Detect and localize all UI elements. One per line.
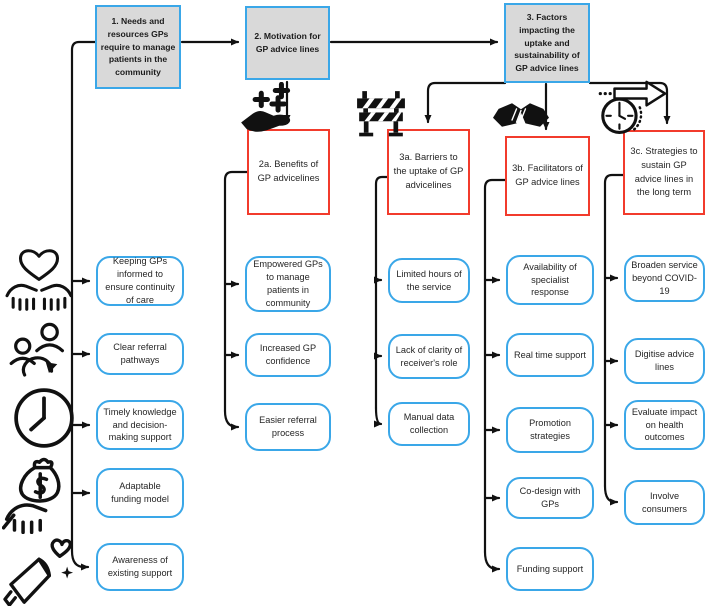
strategy-item-label: Evaluate impact on health outcomes	[631, 406, 698, 443]
subtheme-3a-label: 3a. Barriers to the uptake of GP advicelines	[393, 152, 464, 190]
funding-hand-icon	[2, 452, 80, 534]
needs-item-box	[96, 543, 184, 591]
strategy-item-box	[624, 480, 705, 525]
theme-3-label: 3. Factors impacting the uptake and sustainability of GP advice lines	[514, 11, 580, 74]
subtheme-3c-label: 3c. Strategies to sustain GP advice lines in the long term	[630, 145, 698, 198]
benefit-item-label: Easier referral process	[259, 415, 317, 438]
subtheme-3b-label: 3b. Facilitators of GP advice lines	[512, 163, 583, 187]
facilitator-item-label: Co-design with GPs	[519, 486, 581, 509]
theme-3-factors-box	[504, 3, 590, 83]
heart-in-hands-icon	[5, 241, 73, 313]
benefit-item-label: Empowered GPs to manage patients in community	[253, 259, 323, 308]
subtheme-3a-barriers-box	[387, 129, 470, 215]
strategy-item-label: Involve consumers	[642, 490, 687, 514]
needs-item-box	[96, 333, 184, 375]
theme-2-label: 2. Motivation for GP advice lines	[254, 31, 321, 54]
subtheme-3b-facilitators-box	[505, 136, 590, 216]
facilitator-item-label: Availability of specialist response	[523, 261, 577, 298]
needs-item-box	[96, 400, 184, 450]
benefit-item-box	[245, 403, 331, 451]
barrier-item-label: Manual data collection	[403, 412, 455, 435]
strategy-item-box	[624, 255, 705, 302]
handshake-icon	[493, 95, 549, 135]
roadblock-barrier-icon	[355, 89, 407, 139]
subtheme-2a-benefits-box	[247, 129, 330, 215]
subtheme-3c-strategies-box	[623, 130, 705, 215]
strategy-item-label: Broaden service beyond COVID-19	[631, 260, 698, 296]
theme-1-label: 1. Needs and resources GPs require to manage patients in the community	[100, 15, 176, 78]
needs-item-box	[96, 256, 184, 306]
strategy-item-box	[624, 400, 705, 450]
needs-item-box	[96, 468, 184, 518]
needs-item-label: Keeping GPs informed to ensure continuity of care	[105, 256, 175, 305]
subtheme-2a-label: 2a. Benefits of GP advicelines	[257, 159, 320, 183]
theme-2-motivation-box	[245, 6, 330, 80]
facilitator-item-box	[506, 255, 594, 305]
giving-hand-plus-icon	[240, 82, 296, 136]
facilitator-item-box	[506, 547, 594, 591]
barrier-item-label: Limited hours of the service	[396, 268, 462, 292]
benefit-item-box	[245, 333, 331, 377]
clock-icon	[10, 384, 78, 452]
barrier-item-box	[388, 334, 470, 379]
facilitator-item-label: Funding support	[516, 563, 584, 574]
theme-1-needs-box	[95, 5, 181, 89]
facilitator-item-label: Promotion strategies	[529, 418, 571, 441]
benefit-item-label: Increased GP confidence	[259, 343, 317, 366]
needs-item-label: Clear referral pathways	[113, 342, 167, 365]
barrier-item-box	[388, 402, 470, 446]
facilitator-item-box	[506, 477, 594, 519]
needs-item-label: Awareness of existing support	[107, 555, 173, 578]
strategy-item-label: Digitise advice lines	[634, 349, 695, 372]
barrier-item-label: Lack of clarity of receiver's role	[395, 344, 463, 368]
benefit-item-box	[245, 256, 331, 312]
barrier-item-box	[388, 258, 470, 303]
patient-referral-icon	[8, 316, 72, 384]
megaphone-heart-icon	[2, 534, 76, 606]
strategy-item-box	[624, 338, 705, 384]
facilitator-item-box	[506, 407, 594, 453]
long-term-clock-arrow-icon	[596, 80, 670, 138]
facilitator-item-box	[506, 333, 594, 377]
needs-item-label: Timely knowledge and decision-making support	[103, 406, 177, 443]
needs-item-label: Adaptable funding model	[111, 481, 169, 504]
facilitator-item-label: Real time support	[513, 349, 586, 360]
